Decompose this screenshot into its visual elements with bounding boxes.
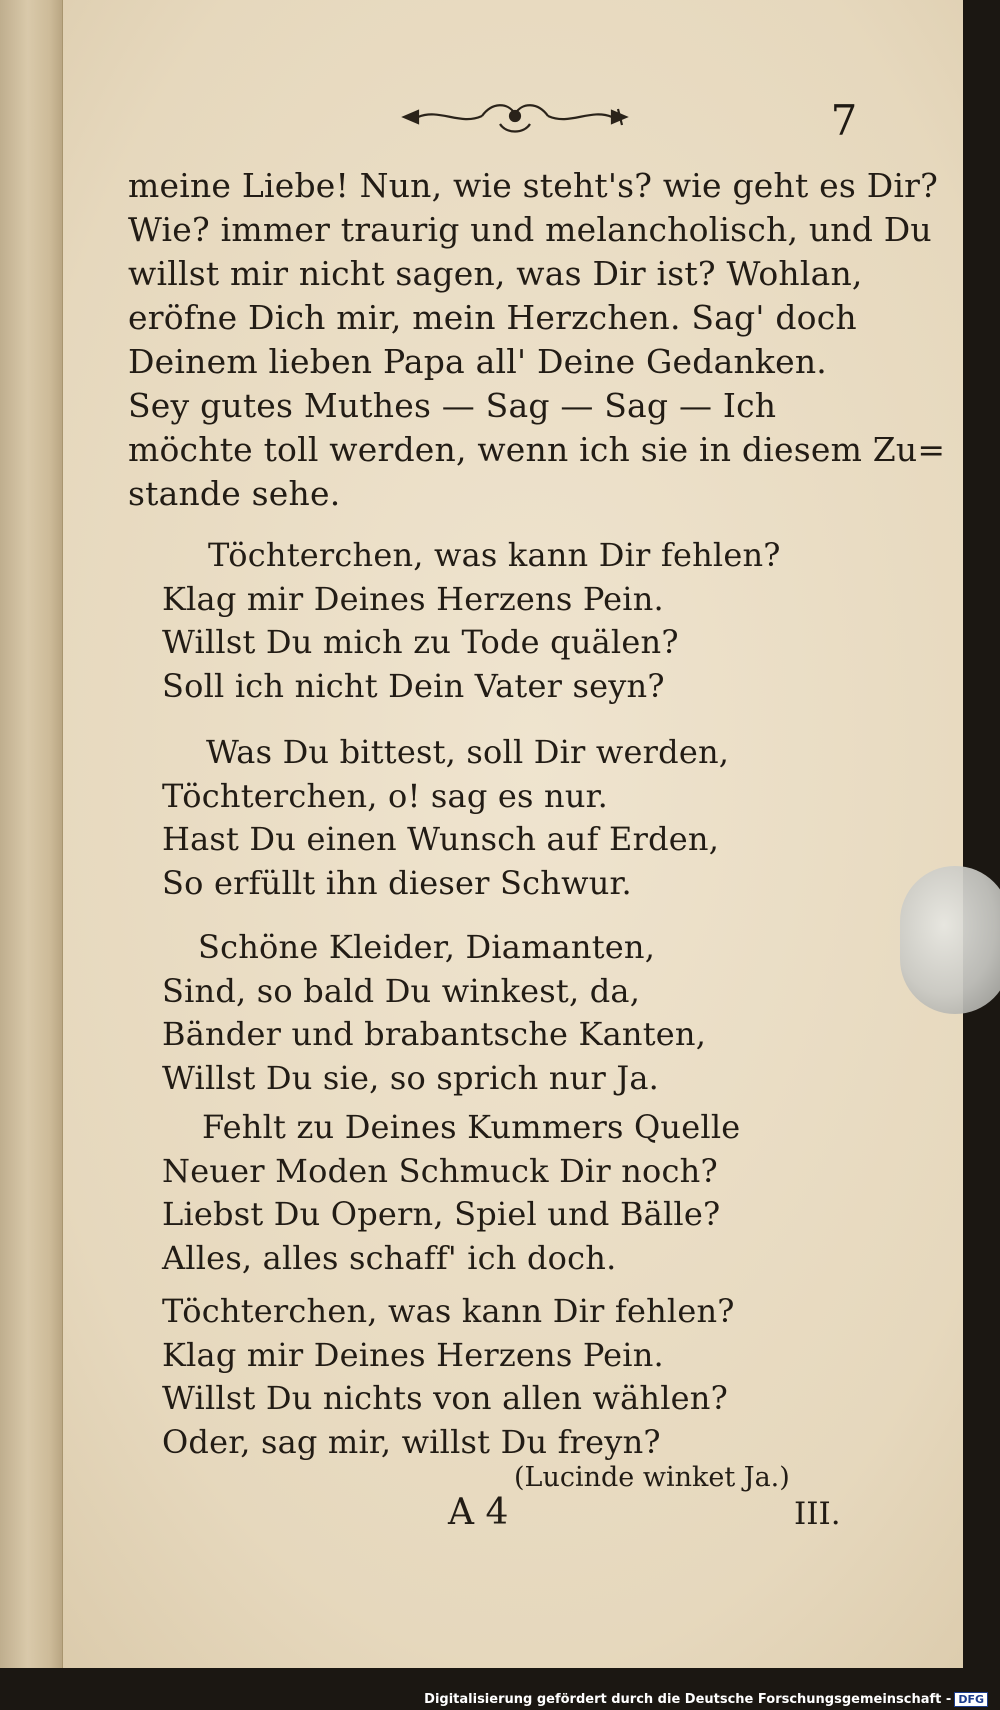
prose-line: Wie? immer traurig und melancholisch, und Du — [128, 210, 932, 249]
verse-line: Sind, so bald Du winkest, da, — [162, 971, 641, 1010]
verse-line: Töchterchen, was kann Dir fehlen? — [208, 536, 781, 574]
dfg-logo-icon: DFG — [954, 1692, 988, 1707]
prose-line: willst mir nicht sagen, was Dir ist? Wohlan, — [128, 254, 863, 293]
prose-paragraph — [128, 164, 946, 516]
verse-line: Was Du bittest, soll Dir werden, — [206, 733, 730, 771]
prose-line: möchte toll werden, wenn ich sie in diesem Zu= — [128, 430, 946, 469]
prose-line: Sey gutes Muthes — Sag — Sag — Ich — [128, 386, 777, 425]
verse-line: Töchterchen, was kann Dir fehlen? — [162, 1292, 735, 1330]
scan-footer-band — [0, 1668, 1000, 1710]
stanza-2 — [162, 731, 802, 905]
prose-line: meine Liebe! Nun, wie steht's? wie geht es Dir? — [128, 166, 938, 205]
verse-line: Klag mir Deines Herzens Pein. — [162, 579, 664, 618]
verse-line: Töchterchen, o! sag es nur. — [162, 776, 608, 815]
catchword: III. — [794, 1496, 841, 1532]
stanza-5 — [162, 1290, 802, 1464]
verse-line: Willst Du nichts von allen wählen? — [162, 1379, 728, 1417]
ornament-icon — [400, 94, 630, 140]
verse-line: Alles, alles schaff' ich doch. — [162, 1238, 617, 1277]
funding-credit — [424, 1692, 988, 1707]
verse-line: Fehlt zu Deines Kummers Quelle — [202, 1108, 741, 1146]
verse-line: Willst Du mich zu Tode quälen? — [162, 623, 679, 661]
stage-direction: (Lucinde winket Ja.) — [514, 1462, 790, 1493]
prose-line: eröfne Dich mir, mein Herzchen. Sag' doch — [128, 298, 857, 337]
verse-line: So erfüllt ihn dieser Schwur. — [162, 863, 632, 902]
funding-credit-text: Digitalisierung gefördert durch die Deutsche Forschungsgemeinschaft - — [424, 1692, 952, 1707]
verse-line: Willst Du sie, so sprich nur Ja. — [162, 1058, 660, 1097]
verse-line: Hast Du einen Wunsch auf Erden, — [162, 820, 720, 858]
book-gutter — [0, 0, 63, 1668]
verse-line: Bänder und brabantsche Kanten, — [162, 1015, 707, 1053]
verse-line: Schöne Kleider, Diamanten, — [198, 928, 656, 966]
signature-mark: A 4 — [448, 1492, 509, 1533]
verse-line: Liebst Du Opern, Spiel und Bälle? — [162, 1195, 721, 1233]
stanza-3 — [162, 926, 802, 1100]
prose-line: Deinem lieben Papa all' Deine Gedanken. — [128, 342, 827, 381]
stanza-1 — [162, 534, 802, 708]
prose-line: stande sehe. — [128, 474, 341, 513]
page-number: 7 — [830, 96, 858, 145]
thumb-shadow — [900, 866, 1000, 1014]
verse-line: Oder, sag mir, willst Du freyn? — [162, 1422, 661, 1461]
verse-line: Neuer Moden Schmuck Dir noch? — [162, 1151, 718, 1190]
verse-line: Klag mir Deines Herzens Pein. — [162, 1335, 664, 1374]
verse-line: Soll ich nicht Dein Vater seyn? — [162, 666, 665, 705]
stanza-4 — [162, 1106, 802, 1280]
